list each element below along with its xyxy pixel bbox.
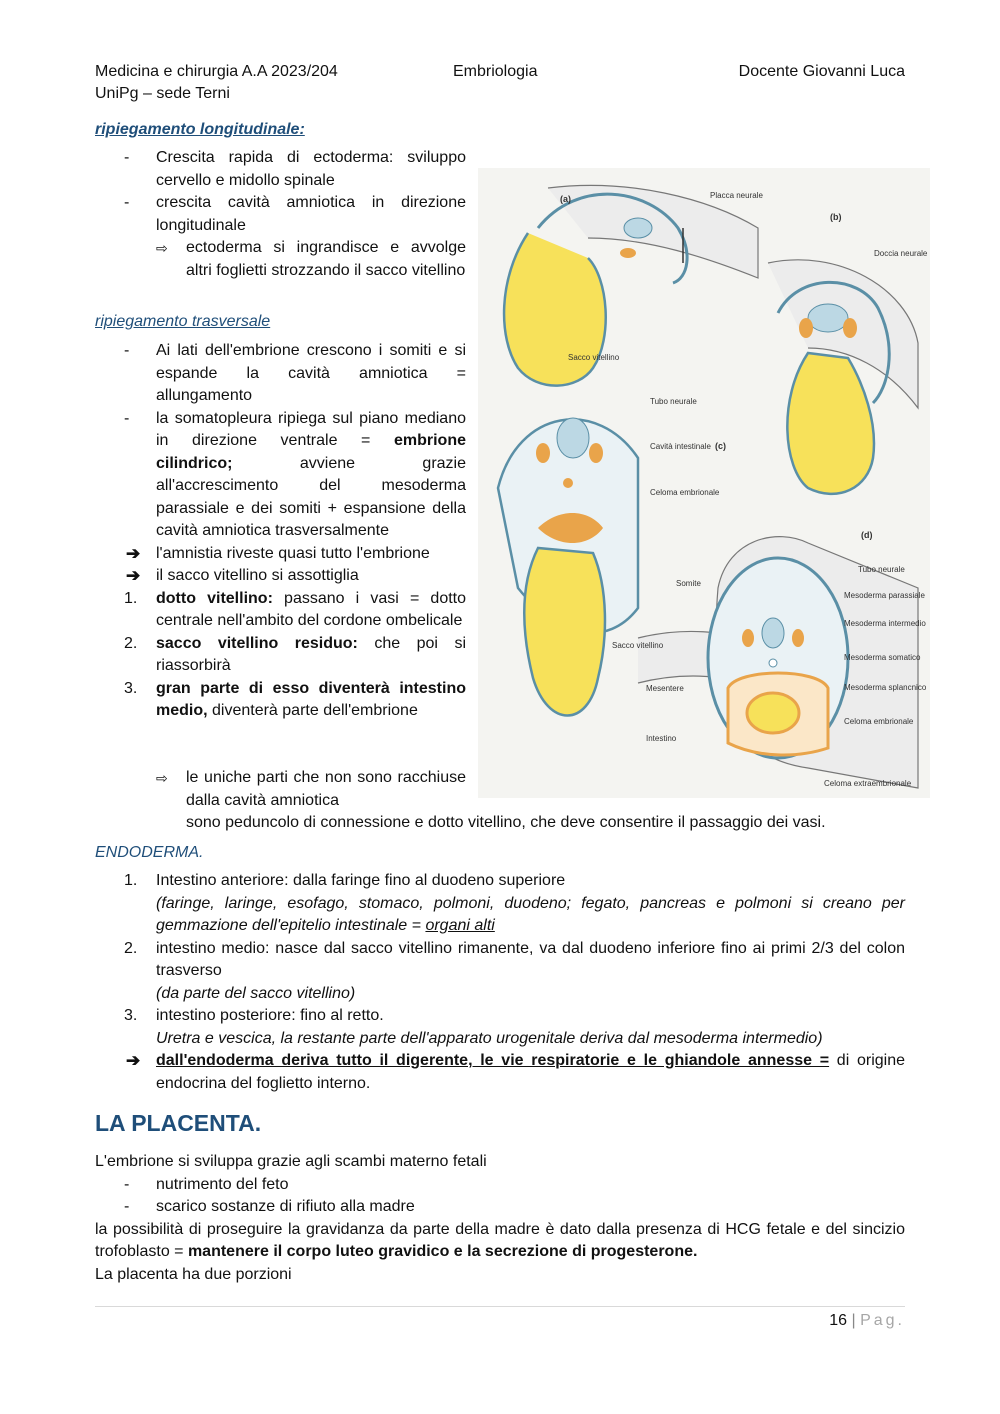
label-mesoderma-parassiale: Mesoderma parassiale <box>844 591 925 600</box>
header-teacher: Docente Giovanni Luca <box>738 63 905 80</box>
numbered-item: 1. Intestino anteriore: dalla faringe fino al duodeno superiore (faringe, laringe, esofago, stomaco, polmoni, duodeno; fegato, pancreas e polmoni si creano per gemmazione dell'epitelio intestinale = organi alti <box>124 872 905 934</box>
header-course-line2: UniPg – sede Terni <box>95 85 230 102</box>
arrow-item: ➔ il sacco vitellino si assottiglia <box>95 565 466 588</box>
numbered-item: 2. sacco vitellino residuo: che poi si riassorbirà <box>124 634 467 674</box>
label-somite: Somite <box>676 579 701 588</box>
section-title-transversal: ripiegamento trasversale <box>95 313 271 330</box>
label-celoma-extraembrionale: Celoma extraembrionale <box>824 779 912 788</box>
numbered-item: 3. gran parte di esso diventerà intestino medio, diventerà parte dell'embrione <box>124 679 466 719</box>
label-a: (a) <box>560 194 571 204</box>
last-sub-item-continuation: sono peduncolo di connessione e dotto vitellino, che deve consentire il passaggio dei vasi. <box>186 814 826 831</box>
label-doccia-neurale: Doccia neurale <box>874 249 928 258</box>
list-item: - Crescita rapida di ectoderma: sviluppo cervello e midollo spinale <box>124 149 466 189</box>
list-item: - crescita cavità amniotica in direzione longitudinale <box>124 194 466 234</box>
label-celoma-embrionale-1: Celoma embrionale <box>650 488 720 497</box>
label-mesoderma-splancnico: Mesoderma splancnico <box>844 683 927 692</box>
list-item: - scarico sostanze di rifiuto alla madre <box>124 1198 415 1215</box>
arrow-item: ➔ l'amnistia riveste quasi tutto l'embrione <box>95 543 466 566</box>
label-intestino: Intestino <box>646 734 677 743</box>
placenta-paragraph: la possibilità di proseguire la gravidanza da parte della madre è dato dalla presenza di HCG fetale e del sincizio trofoblasto = mantenere il corpo luteo gravidico e la secrezione di progesterone. <box>95 1220 905 1260</box>
numbered-item: 3. intestino posteriore: fino al retto. Uretra e vescica, la restante parte dell'apparato urogenitale deriva dal mesoderma intermedio) <box>124 1007 823 1047</box>
endoderma-list <box>95 870 905 1095</box>
numbered-item: 1. dotto vitellino: passano i vasi = dotto centrale nell'ambito del cordone ombelicale <box>124 589 467 629</box>
label-celoma-embrionale-2: Celoma embrionale <box>844 717 914 726</box>
label-mesoderma-intermedio: Mesoderma intermedio <box>844 619 926 628</box>
list-item: - nutrimento del feto <box>124 1175 289 1193</box>
header-course-line1: Medicina e chirurgia A.A 2023/204 <box>95 63 338 80</box>
longitudinal-list <box>95 147 466 282</box>
numbered-item: 2. intestino medio: nasce dal sacco vitellino rimanente, va dal duodeno inferiore fino ai primi 2/3 del colon trasverso (da parte del sacco vitellino) <box>124 939 905 1002</box>
label-b: (b) <box>830 212 842 222</box>
header-subject: Embriologia <box>453 63 538 80</box>
label-mesoderma-somatico: Mesoderma somatico <box>844 653 921 662</box>
label-cavita-intestinale: Cavità intestinale <box>650 442 711 451</box>
list-item: - la somatopleura ripiega sul piano mediano in direzione ventrale = embrione cilindrico; avviene grazie all'accrescimento del mesoderma parassiale e dei somiti + espansione della cavità amniotica trasversalmente <box>124 409 466 539</box>
header-course <box>95 61 338 105</box>
label-sacco-vitellino-2: Sacco vitellino <box>612 641 664 650</box>
page-word: Pag. <box>860 1312 905 1329</box>
hollow-arrow-icon: ⇨ <box>156 240 168 256</box>
page-separator: | <box>851 1312 856 1329</box>
label-d: (d) <box>861 530 873 540</box>
section-title-endoderma: ENDODERMA. <box>95 844 204 861</box>
page-footer <box>829 1312 905 1330</box>
sub-list-item: ⇨ ectoderma si ingrandisce e avvolge altri foglietti strozzando il sacco vitellino <box>156 239 466 279</box>
arrow-item: ➔ dall'endoderma deriva tutto il digerente, le vie respiratorie e le ghiandole annesse = di origine endocrina del foglietto interno. <box>126 1051 906 1092</box>
label-tubo-neurale-2: Tubo neurale <box>858 565 905 574</box>
arrow-right-icon: ➔ <box>126 543 141 563</box>
embryo-folding-figure <box>478 168 930 798</box>
arrow-right-icon: ➔ <box>126 1051 141 1070</box>
label-placca-neurale: Placca neurale <box>710 191 763 200</box>
footer-divider <box>95 1306 905 1307</box>
label-sacco-vitellino-1: Sacco vitellino <box>568 353 620 362</box>
transversal-list <box>95 340 466 723</box>
section-title-longitudinal: ripiegamento longitudinale: <box>95 121 305 138</box>
label-c: (c) <box>715 441 726 451</box>
placenta-intro: L'embrione si sviluppa grazie agli scambi materno fetali <box>95 1153 487 1170</box>
placenta-last-line: La placenta ha due porzioni <box>95 1265 292 1283</box>
placenta-text <box>95 1151 905 1286</box>
list-item: - Ai lati dell'embrione crescono i somiti e si espande la cavità amniotica = allungamento <box>124 342 466 404</box>
page-number: 16 <box>829 1312 848 1329</box>
section-title-placenta: LA PLACENTA. <box>95 1110 262 1136</box>
hollow-arrow-icon: ⇨ <box>156 770 168 786</box>
last-sub-item: ⇨ le uniche parti che non sono racchiuse dalla cavità amniotica <box>156 769 466 809</box>
label-mesentere: Mesentere <box>646 684 684 693</box>
arrow-right-icon: ➔ <box>126 566 141 585</box>
label-tubo-neurale-1: Tubo neurale <box>650 397 697 406</box>
